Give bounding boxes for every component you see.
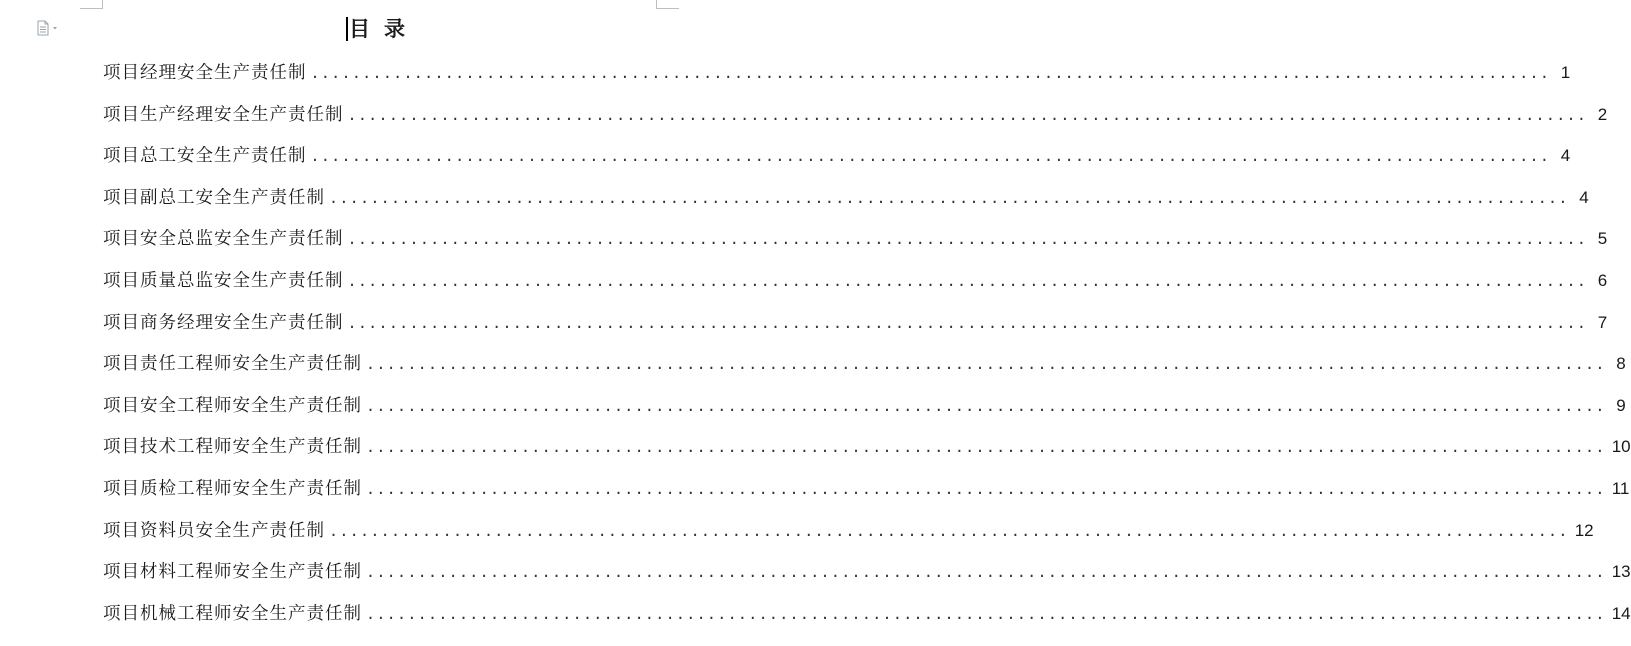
margin-corner-top-left (80, 0, 103, 9)
toc-entry-page-number: 13 (1611, 562, 1631, 582)
table-of-contents (103, 55, 1631, 637)
toc-dot-leader: ........................................................................................................................ (366, 355, 1606, 374)
toc-dot-leader: ........................................................................................................................ (366, 479, 1606, 498)
toc-dot-leader: ........................................................................................................................ (310, 64, 1551, 82)
toc-entry[interactable] (103, 513, 1594, 555)
toc-entry-title: 项目质检工程师安全生产责任制 (103, 478, 362, 499)
toc-entry[interactable] (103, 305, 1608, 347)
toc-entry-title: 项目质量总监安全生产责任制 (103, 270, 344, 291)
toc-entry-title: 项目安全总监安全生产责任制 (103, 229, 344, 250)
toc-dot-leader: ........................................................................................................................ (366, 438, 1606, 457)
toc-entry-page-number: 7 (1597, 312, 1608, 332)
toc-entry[interactable] (103, 221, 1608, 263)
toc-entry-title: 项目商务经理安全生产责任制 (103, 312, 344, 333)
toc-entry-title: 项目经理安全生产责任制 (103, 63, 307, 83)
toc-dot-leader: ........................................................................................................................ (310, 147, 1551, 166)
toc-entry[interactable] (103, 596, 1631, 638)
toc-entry-title: 项目生产经理安全生产责任制 (103, 104, 344, 125)
toc-dot-leader: ........................................................................................................................ (329, 521, 1569, 540)
toc-entry-title: 项目机械工程师安全生产责任制 (103, 603, 362, 624)
toc-entry[interactable] (103, 429, 1631, 471)
toc-entry[interactable] (103, 55, 1571, 97)
toc-entry[interactable] (103, 263, 1608, 305)
toc-entry-title: 项目技术工程师安全生产责任制 (103, 437, 362, 458)
toc-entry-title: 项目责任工程师安全生产责任制 (103, 354, 362, 375)
toc-entry[interactable] (103, 388, 1626, 430)
toc-entry[interactable] (103, 554, 1631, 596)
toc-entry-page-number: 8 (1616, 354, 1626, 374)
toc-entry[interactable] (103, 471, 1630, 513)
toc-dot-leader: ........................................................................................................................ (347, 313, 1588, 332)
toc-entry-page-number: 1 (1560, 63, 1571, 82)
toc-dot-leader: ........................................................................................................................ (366, 604, 1606, 623)
toc-entry[interactable] (103, 346, 1626, 388)
toc-entry-page-number: 4 (1560, 146, 1571, 166)
toc-heading (0, 14, 764, 44)
toc-dot-leader: ........................................................................................................................ (366, 396, 1606, 415)
margin-corner-top-right (656, 0, 679, 9)
toc-dot-leader: ........................................................................................................................ (366, 563, 1606, 582)
toc-entry-page-number: 9 (1616, 395, 1626, 415)
toc-entry-page-number: 14 (1611, 603, 1631, 623)
toc-dot-leader: ........................................................................................................................ (347, 271, 1588, 290)
toc-entry-page-number: 2 (1597, 104, 1608, 124)
toc-entry-title: 项目副总工安全生产责任制 (103, 187, 325, 208)
toc-heading-text: 目录 (349, 17, 419, 41)
toc-entry-page-number: 11 (1611, 478, 1630, 498)
toc-entry[interactable] (103, 138, 1571, 180)
text-cursor (346, 17, 348, 41)
toc-entry-title: 项目资料员安全生产责任制 (103, 520, 325, 541)
toc-entry[interactable] (103, 180, 1589, 222)
toc-dot-leader: ........................................................................................................................ (347, 230, 1588, 249)
toc-dot-leader: ........................................................................................................................ (329, 188, 1569, 207)
toc-entry-page-number: 12 (1574, 520, 1594, 540)
toc-entry-page-number: 10 (1611, 437, 1631, 457)
toc-entry-title: 项目材料工程师安全生产责任制 (103, 562, 362, 583)
toc-entry-page-number: 5 (1597, 229, 1608, 249)
toc-entry[interactable] (103, 97, 1608, 139)
toc-entry-title: 项目安全工程师安全生产责任制 (103, 395, 362, 416)
toc-entry-page-number: 6 (1597, 270, 1608, 290)
toc-entry-page-number: 4 (1579, 187, 1589, 207)
toc-dot-leader: ........................................................................................................................ (347, 105, 1588, 124)
toc-entry-title: 项目总工安全生产责任制 (103, 146, 307, 167)
